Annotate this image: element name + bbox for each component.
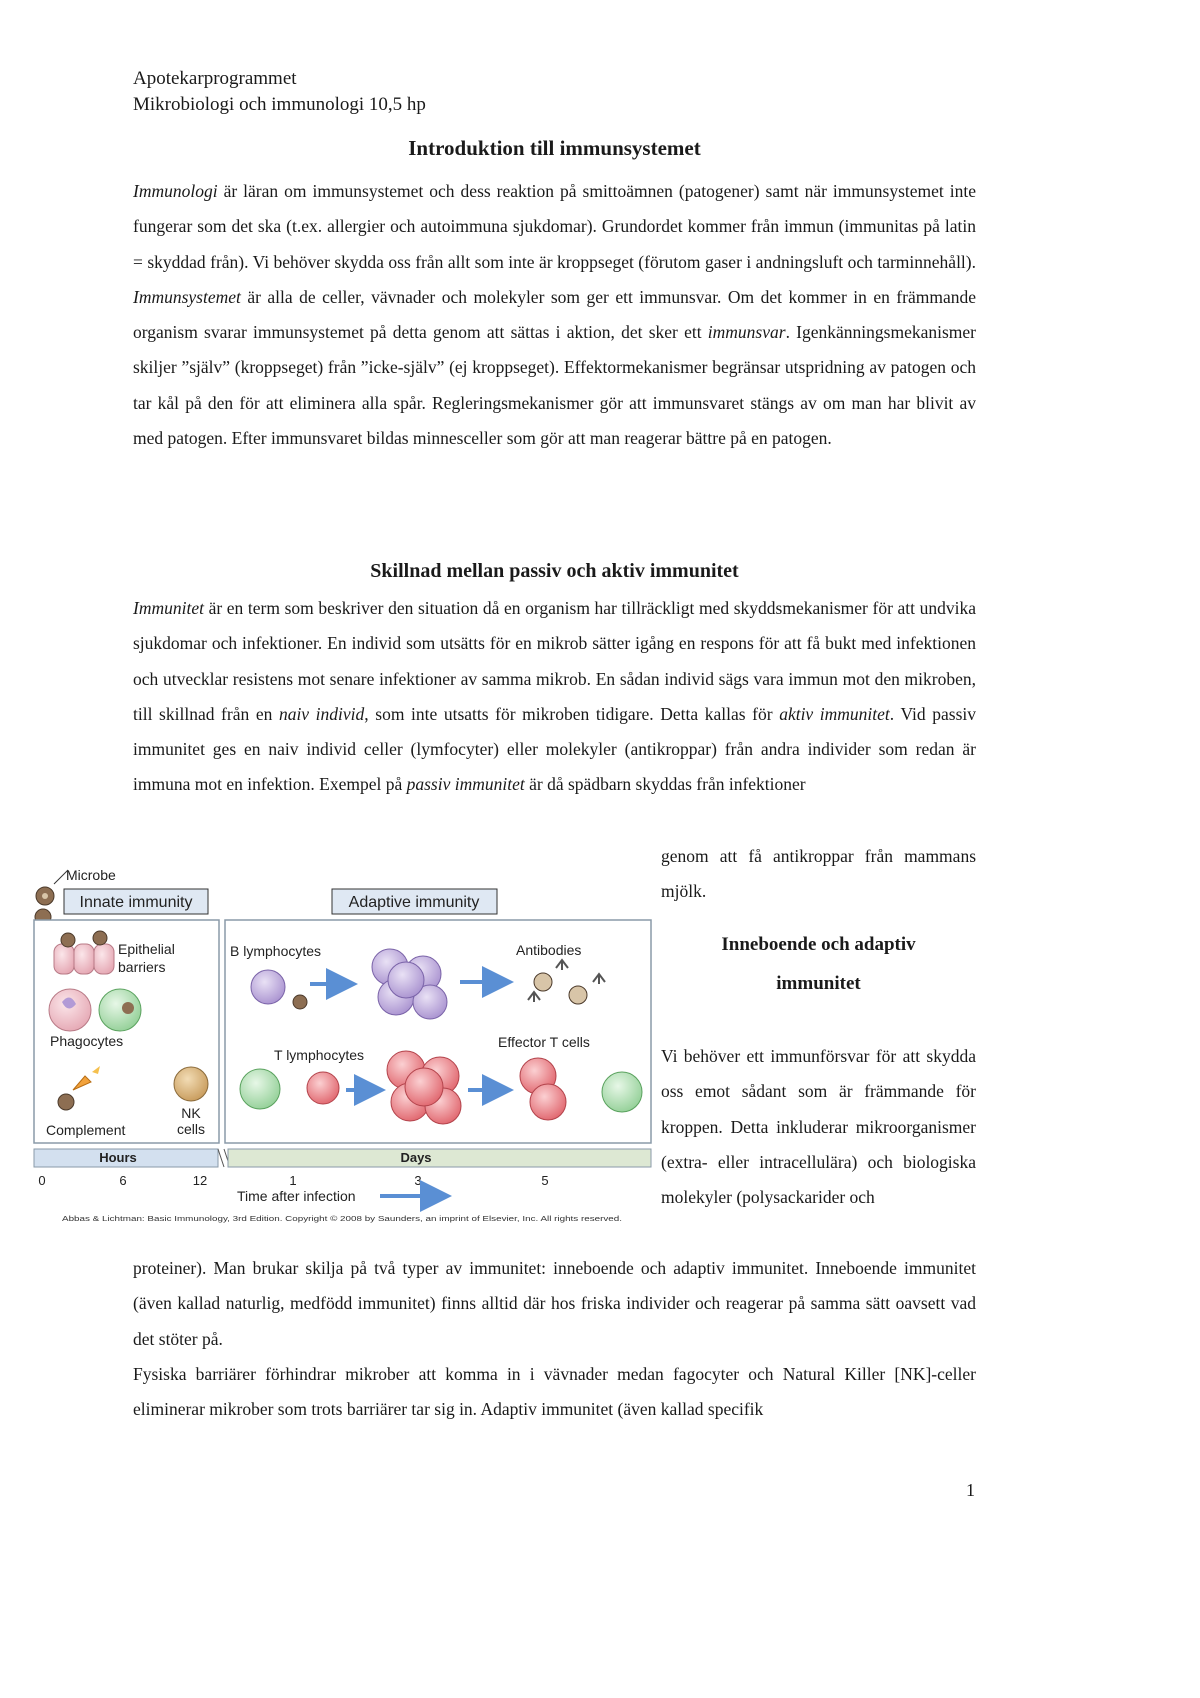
term-passiv-immunitet: passiv immunitet: [406, 774, 525, 795]
term-immunologi: Immunologi: [133, 181, 218, 201]
label-complement: Complement: [46, 1122, 126, 1138]
nk-cell-icon: [174, 1067, 208, 1101]
paragraph-innate-side: Vi behöver ett immunförsvar för att skydda oss emot sådant som är främmande för kroppen. Detta inkluderar mikroorganismer (extra- eller intracellulära) och biologiska molekyler (polysackarider och: [661, 1046, 976, 1208]
tick-6: 6: [119, 1173, 127, 1188]
label-b-lymphocytes: B lymphocytes: [230, 943, 322, 959]
label-innate-immunity: Innate immunity: [79, 894, 193, 911]
immunity-figure: [28, 862, 658, 1227]
label-adaptive-immunity: Adaptive immunity: [348, 894, 480, 911]
header-course: Mikrobiologi och immunologi 10,5 hp: [133, 94, 426, 115]
tick-12: 12: [192, 1173, 208, 1188]
paragraph-barriers: Fysiska barriärer förhindrar mikrober att komma in i vävnader medan fagocyter och Natural Killer [NK]-celler eliminerar mikrober som trots barriärer tar sig in. Adaptiv immunitet (även kallad specifik: [133, 1364, 976, 1420]
days-bar: [228, 1149, 651, 1167]
header-program: Apotekarprogrammet: [133, 68, 297, 89]
label-nk-cells: cells: [176, 1121, 206, 1137]
label-antibodies: Antibodies: [516, 942, 582, 958]
section-title-passive-active: Skillnad mellan passiv och aktiv immunitet: [370, 560, 739, 582]
label-barriers: barriers: [118, 959, 166, 975]
paragraph-innate-full: proteiner). Man brukar skilja på två typer av immunitet: inneboende och adaptiv immunitet. Inneboende immunitet (även kallad naturlig, medfödd immunitet) finns alltid där hos friska individer och reagerar på samma sätt oavsett vad det stöter på.: [133, 1258, 976, 1349]
paragraph-immunity-cont: genom att få antikroppar från mammans mjölk.: [661, 846, 976, 902]
microbe-icon: [35, 870, 68, 925]
label-time-after-infection: Time after infection: [237, 1188, 356, 1204]
page-number: 1: [966, 1480, 975, 1500]
label-epithelial: Epithelial: [118, 941, 175, 957]
section-title-innate-adaptive-1: Inneboende och adaptiv: [721, 934, 916, 955]
section-title-innate-adaptive-2: immunitet: [776, 973, 861, 994]
paragraph-intro: Immunologi är läran om immunsystemet och dess reaktion på smittoämnen (patogener) samt när immunsystemet inte fungerar som det ska (t.ex. allergier och autoimmuna sjukdomar). Grundordet kommer från immun (immunitas på latin = skyddad från). Vi behöver skydda oss från allt som inte är kroppseget (förutom gaser i andningsluft och tarminnehåll). Immunsystemet är alla de celler, vävnader och molekyler som ger ett immunsvar. Om det kommer in en främmande organism svarar immunsystemet på detta genom att sättas i aktion, det sker ett immunsvar. Igenkänningsmekanismer skiljer ”själv” (kroppseget) från ”icke-själv” (ej kroppseget). Effektormekanismer begränsar utspridning av patogen och tar kål på den för att eliminera alla spår. Regleringsmekanismer gör att immunsvaret stängs av om man har blivit av med patogen. Efter immunsvaret bildas minnesceller som gör att man reagerar bättre på en patogen.: [133, 181, 976, 449]
label-hours: Hours: [99, 1150, 137, 1165]
term-immunsystemet: Immunsystemet: [133, 286, 241, 307]
section-title-intro: Introduktion till immunsystemet: [408, 136, 701, 160]
label-phagocytes: Phagocytes: [50, 1033, 124, 1049]
label-effector-t-cells: Effector T cells: [498, 1034, 590, 1050]
term-immunitet: Immunitet: [133, 598, 204, 618]
term-immunsvar: immunsvar: [707, 322, 786, 343]
label-days: Days: [400, 1150, 432, 1165]
tick-0: 0: [38, 1173, 46, 1188]
paragraph-immunity: Immunitet är en term som beskriver den situation då en organism har tillräckligt med skyddsmekanismer för att undvika sjukdomar och infektioner. En individ som utsätts för en mikrob sätter igång en respons för att få bukt med infektionen och utvecklar resistens mot senare infektioner av samma mikrob. En sådan individ sägs vara immun mot den mikroben, till skillnad från en naiv individ, som inte utsatts för mikroben tidigare. Detta kallas för aktiv immunitet. Vid passiv immunitet ges en naiv individ celler (lymfocyter) eller molekyler (antikroppar) från andra individer som redan är immuna mot en infektion. Exempel på passiv immunitet är då spädbarn skyddas från infektioner: [133, 598, 976, 795]
tick-3: 3: [414, 1173, 422, 1188]
term-aktiv-immunitet: aktiv immunitet: [779, 703, 890, 724]
term-naiv-individ: naiv individ: [278, 703, 365, 724]
label-t-lymphocytes: T lymphocytes: [274, 1047, 364, 1063]
label-nk: NK: [181, 1105, 201, 1121]
figure-credit: Abbas & Lichtman: Basic Immunology, 3rd Edition. Copyright © 2008 by Saunders, an imprint of Elsevier, Inc. All rights reserved.: [62, 1216, 460, 1223]
label-microbe: Microbe: [66, 867, 116, 883]
tick-5: 5: [541, 1173, 549, 1188]
tick-1: 1: [289, 1173, 297, 1188]
